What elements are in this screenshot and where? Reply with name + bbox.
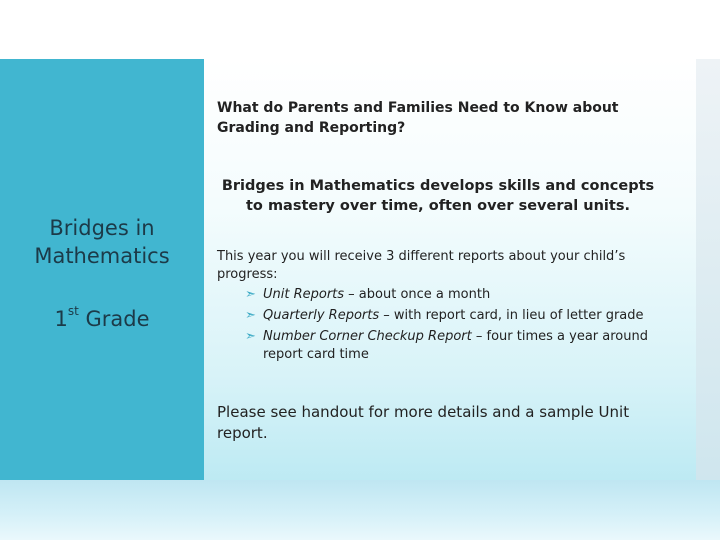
slide-bottom-band: [0, 480, 720, 540]
slide-title: [0, 214, 204, 270]
reports-lead-text: This year you will receive 3 different reports about your child’s progress:: [217, 249, 626, 282]
grade-number: 1: [54, 307, 68, 331]
arrow-bullet-icon: ➣: [245, 329, 256, 344]
report-title: Quarterly Reports: [263, 308, 380, 323]
list-item: [245, 307, 665, 325]
grade-word: Grade: [85, 307, 150, 331]
report-desc: – with report card, in lieu of letter grade: [379, 308, 644, 323]
arrow-bullet-icon: ➣: [245, 308, 256, 323]
report-list: [245, 286, 665, 367]
grade-label: [0, 300, 204, 333]
grade-suffix: st: [67, 304, 79, 318]
list-item: [245, 328, 665, 364]
report-title: Number Corner Checkup Report: [263, 329, 472, 344]
slide-title-line2: Mathematics: [34, 244, 170, 268]
list-item: [245, 286, 665, 304]
report-title: Unit Reports: [263, 287, 345, 302]
report-desc: – four times a year around report card time: [263, 329, 648, 362]
slide-title-line1: Bridges in: [49, 216, 155, 240]
closing-paragraph: Please see handout for more details and a sample Unit report.: [217, 403, 630, 442]
arrow-bullet-icon: ➣: [245, 287, 256, 302]
page-heading: What do Parents and Families Need to Know about Grading and Reporting?: [217, 100, 619, 136]
intro-paragraph: Bridges in Mathematics develops skills and concepts to mastery over time, often over several units.: [221, 178, 655, 214]
right-edge-strip: [696, 59, 720, 480]
report-desc: – about once a month: [344, 287, 491, 302]
